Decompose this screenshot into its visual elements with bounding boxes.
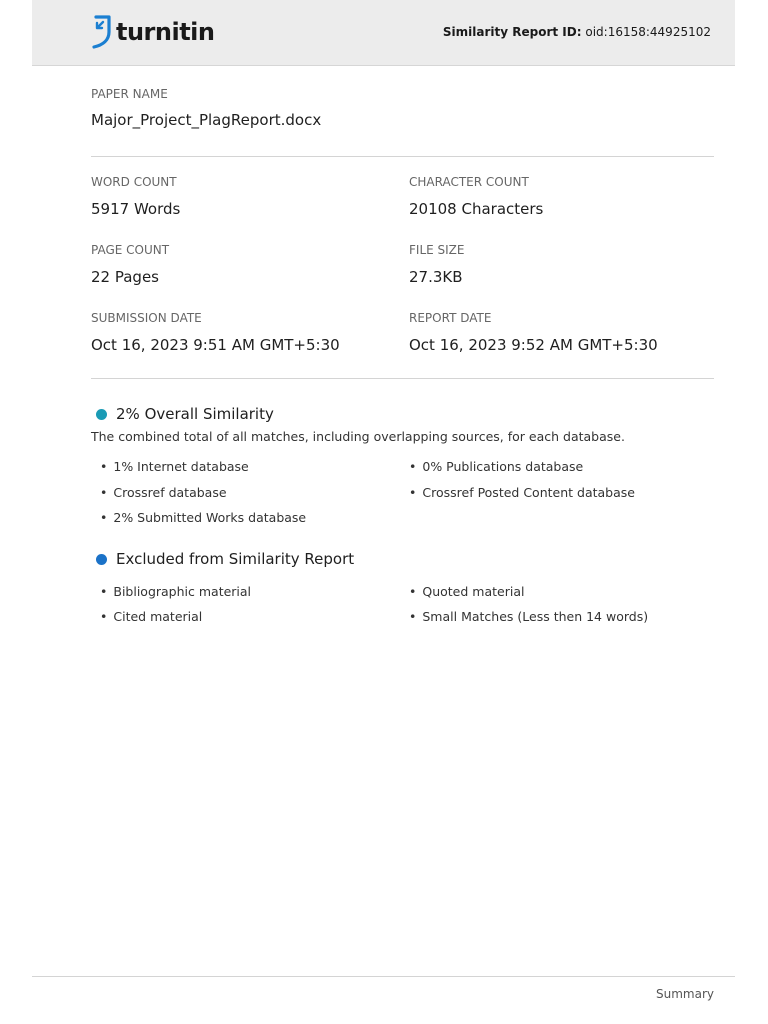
excluded-item: • Cited material <box>100 609 202 624</box>
overall-similarity-text: 2% Overall Similarity <box>116 405 274 423</box>
excluded-item: • Small Matches (Less then 14 words) <box>409 609 648 624</box>
divider <box>91 378 714 379</box>
turnitin-logo-icon <box>90 14 112 50</box>
file-size-value: 27.3KB <box>409 268 463 286</box>
footer-summary-label: Summary <box>656 987 714 1001</box>
similarity-description: The combined total of all matches, including overlapping sources, for each database. <box>91 429 625 444</box>
similarity-dot-icon <box>96 409 107 420</box>
character-count-value: 20108 Characters <box>409 200 544 218</box>
excluded-title <box>96 550 354 568</box>
character-count-label: CHARACTER COUNT <box>409 175 529 189</box>
excluded-item: • Quoted material <box>409 584 524 599</box>
overall-similarity-title <box>96 405 274 423</box>
report-header <box>32 0 735 66</box>
word-count-label: WORD COUNT <box>91 175 177 189</box>
logo-wordmark: turnitin <box>116 18 215 46</box>
report-date-label: REPORT DATE <box>409 311 492 325</box>
similarity-item: • 0% Publications database <box>409 459 583 474</box>
divider <box>91 156 714 157</box>
word-count-value: 5917 Words <box>91 200 181 218</box>
turnitin-logo <box>90 14 215 50</box>
footer-divider <box>32 976 735 977</box>
file-size-label: FILE SIZE <box>409 243 465 257</box>
similarity-item: • Crossref database <box>100 485 227 500</box>
paper-name-value: Major_Project_PlagReport.docx <box>91 111 322 129</box>
similarity-item: • 2% Submitted Works database <box>100 510 306 525</box>
report-id <box>443 25 711 39</box>
report-id-label: Similarity Report ID: <box>442 25 582 39</box>
excluded-dot-icon <box>96 554 107 565</box>
report-date-value: Oct 16, 2023 9:52 AM GMT+5:30 <box>409 336 658 354</box>
excluded-title-text: Excluded from Similarity Report <box>116 550 355 568</box>
excluded-item: • Bibliographic material <box>100 584 251 599</box>
similarity-item: • 1% Internet database <box>100 459 249 474</box>
submission-date-label: SUBMISSION DATE <box>91 311 202 325</box>
similarity-item: • Crossref Posted Content database <box>409 485 635 500</box>
submission-date-value: Oct 16, 2023 9:51 AM GMT+5:30 <box>91 336 340 354</box>
page-count-value: 22 Pages <box>91 268 159 286</box>
report-id-value: oid:16158:44925102 <box>585 25 711 39</box>
page-count-label: PAGE COUNT <box>91 243 170 257</box>
paper-name-label: PAPER NAME <box>91 87 168 101</box>
